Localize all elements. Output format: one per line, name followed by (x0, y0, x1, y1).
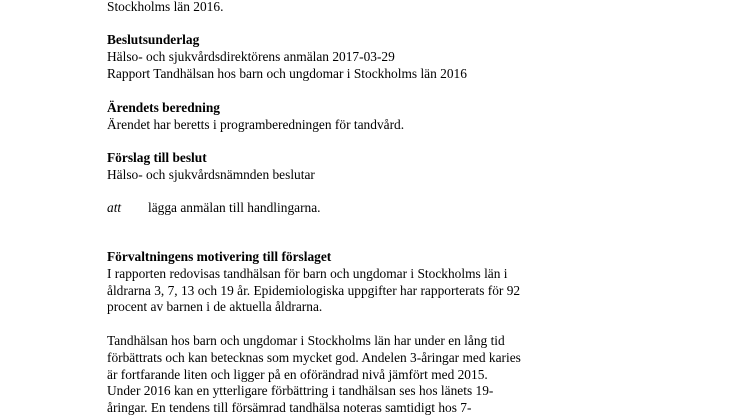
paragraph-line: I rapporten redovisas tandhälsan för barn och ungdomar i Stockholms län i (107, 265, 508, 281)
paragraph-2 (107, 333, 521, 417)
section-line: Ärendet har beretts i programberedningen för tandvård. (107, 116, 405, 132)
decision-row (107, 200, 321, 217)
paragraph-line: är fortfarande liten och ligger på en oförändrad nivå jämfört med 2015. (107, 366, 488, 382)
decision-text: lägga anmälan till handlingarna. (148, 200, 321, 215)
section-motivering (107, 249, 520, 316)
paragraph-line: Tandhälsan hos barn och ungdomar i Stockholms län har under en lång tid (107, 333, 505, 348)
section-heading: Beslutsunderlag (107, 32, 200, 47)
section-line: Hälso- och sjukvårdsdirektörens anmälan 2017-03-29 (107, 48, 395, 64)
section-heading: Förslag till beslut (107, 150, 207, 165)
section-line: Rapport Tandhälsan hos barn och ungdomar i Stockholms län 2016 (107, 65, 467, 81)
section-heading: Förvaltningens motivering till förslaget (107, 249, 332, 264)
section-arendets-beredning (107, 100, 404, 134)
paragraph-line: åringar. En tendens till försämrad tandhälsa noteras samtidigt hos 7- (107, 400, 472, 416)
paragraph-line: förbättrats och kan betecknas som mycket god. Andelen 3-åringar med karies (107, 349, 521, 365)
section-heading: Ärendets beredning (107, 100, 220, 115)
section-beslutsunderlag (107, 32, 467, 82)
paragraph-line: åldrarna 3, 7, 13 och 19 år. Epidemiologiska uppgifter har rapporterats för 92 (107, 282, 521, 298)
section-line: Hälso- och sjukvårdsnämnden beslutar (107, 166, 315, 182)
paragraph-line: Under 2016 kan en ytterligare förbättring i tandhälsan ses hos länets 19- (107, 383, 494, 399)
top-fragment-text: Stockholms län 2016. (107, 0, 224, 14)
section-forslag-till-beslut (107, 150, 315, 184)
paragraph-line: procent av barnen i de aktuella åldrarna. (107, 299, 323, 315)
att-keyword: att (107, 200, 122, 215)
